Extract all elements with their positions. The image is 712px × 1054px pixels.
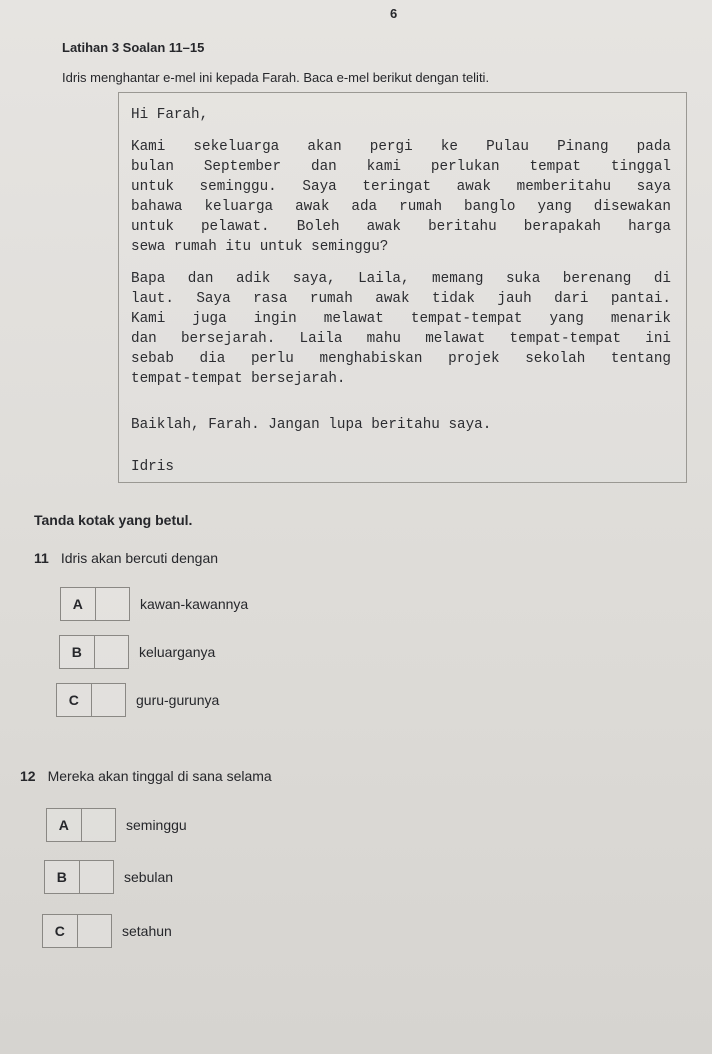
- q12-option-a[interactable]: [46, 808, 187, 842]
- email-line: sewa rumah itu untuk seminggu?: [131, 239, 389, 255]
- tick-area[interactable]: [82, 809, 116, 841]
- email-line: Bapa dan adik saya, Laila, memang suka berenang di: [131, 271, 671, 287]
- answer-checkbox[interactable]: [44, 860, 114, 894]
- option-letter: C: [43, 915, 78, 947]
- email-signature: Idris: [131, 459, 174, 475]
- tick-area[interactable]: [95, 636, 129, 668]
- email-line: bulan September dan kami perlukan tempat tinggal: [131, 159, 671, 175]
- answer-checkbox[interactable]: [60, 587, 130, 621]
- answer-checkbox[interactable]: [59, 635, 129, 669]
- tick-area[interactable]: [92, 684, 126, 716]
- q12-option-b[interactable]: [44, 860, 173, 894]
- email-box: [118, 92, 687, 483]
- option-letter: C: [57, 684, 92, 716]
- tick-area[interactable]: [80, 861, 114, 893]
- email-line: Kami sekeluarga akan pergi ke Pulau Pinang pada: [131, 139, 671, 155]
- q11-option-c[interactable]: [56, 683, 219, 717]
- email-line: untuk seminggu. Saya teringat awak memberitahu saya: [131, 179, 671, 195]
- q11-option-b[interactable]: [59, 635, 215, 669]
- email-greeting: Hi Farah,: [131, 107, 209, 123]
- option-text: setahun: [122, 923, 172, 939]
- question-11: [34, 550, 218, 566]
- email-line: laut. Saya rasa rumah awak tidak jauh dari pantai.: [131, 291, 671, 307]
- option-letter: A: [47, 809, 82, 841]
- answer-checkbox[interactable]: [56, 683, 126, 717]
- email-line: dan bersejarah. Laila mahu melawat tempat-tempat ini: [131, 331, 671, 347]
- task-instruction: Tanda kotak yang betul.: [34, 512, 193, 528]
- tick-area[interactable]: [96, 588, 130, 620]
- question-text: Mereka akan tinggal di sana selama: [47, 768, 272, 784]
- q12-option-c[interactable]: [42, 914, 172, 948]
- email-line: untuk pelawat. Boleh awak beritahu berapakah harga: [131, 219, 671, 235]
- exercise-title: Latihan 3 Soalan 11–15: [62, 40, 205, 55]
- option-letter: B: [60, 636, 95, 668]
- question-text: Idris akan bercuti dengan: [60, 550, 219, 566]
- question-12: [20, 768, 272, 784]
- option-text: kawan-kawannya: [140, 596, 249, 612]
- q11-option-a[interactable]: [60, 587, 248, 621]
- option-text: sebulan: [124, 869, 174, 885]
- option-text: seminggu: [126, 817, 187, 833]
- email-line: tempat-tempat bersejarah.: [131, 371, 346, 387]
- email-line: sebab dia perlu menghabiskan projek sekolah tentang: [131, 351, 671, 367]
- answer-checkbox[interactable]: [46, 808, 116, 842]
- reading-instruction: Idris menghantar e-mel ini kepada Farah. Baca e-mel berikut dengan teliti.: [62, 70, 490, 85]
- question-number: 12: [20, 768, 36, 784]
- email-closing: Baiklah, Farah. Jangan lupa beritahu saya.: [131, 417, 492, 433]
- page-number: 6: [390, 6, 398, 21]
- option-letter: A: [61, 588, 96, 620]
- option-text: keluarganya: [139, 644, 216, 660]
- option-letter: B: [45, 861, 80, 893]
- question-number: 11: [34, 550, 49, 566]
- option-text: guru-gurunya: [136, 692, 220, 708]
- email-line: bahawa keluarga awak ada rumah banglo yang disewakan: [131, 199, 671, 215]
- email-line: Kami juga ingin melawat tempat-tempat yang menarik: [131, 311, 671, 327]
- tick-area[interactable]: [78, 915, 112, 947]
- answer-checkbox[interactable]: [42, 914, 112, 948]
